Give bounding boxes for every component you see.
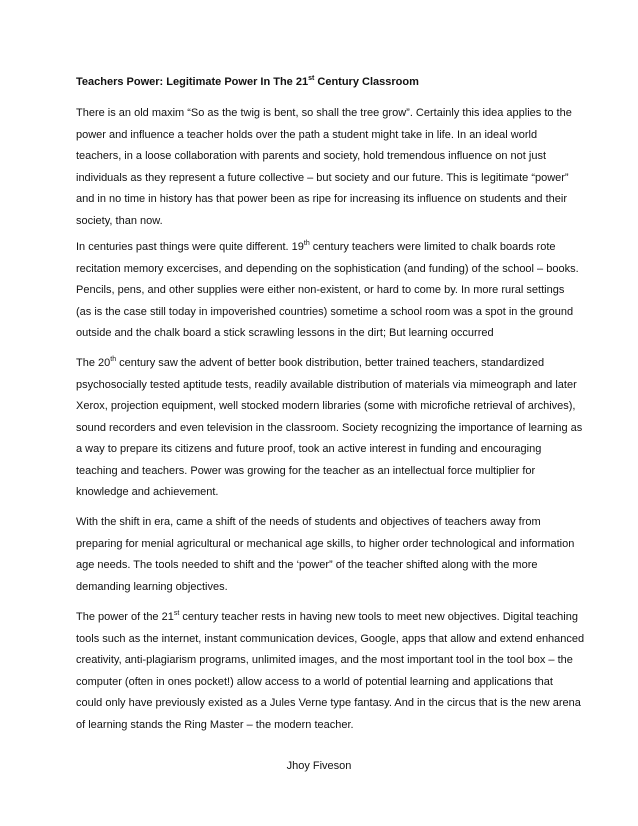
paragraph-line: teachers, in a loose collaboration with parents and society, hold tremendous influence on not just <box>76 150 547 162</box>
paragraph-21st-century <box>76 607 585 736</box>
paragraph-line: and in no time in history has that power been as ripe for increasing its influence on students and their <box>76 193 568 205</box>
paragraph-line: age needs. The tools needed to shift and the ‘power” of the teacher shifted along with the more <box>76 559 538 571</box>
paragraph-twig-maxim <box>76 103 570 232</box>
paragraph-line: (as is the case still today in impoverished countries) sometime a school room was a spot in the ground <box>76 305 574 318</box>
paragraph-line: With the shift in era, came a shift of the needs of students and objectives of teachers away from <box>76 516 541 528</box>
line-text: century teachers were limited to chalk boards rote <box>309 241 556 253</box>
paragraph-line: There is an old maxim “So as the twig is bent, so shall the tree grow”. Certainly this idea applies to the <box>76 107 572 119</box>
paragraph-line: recitation memory excercises, and depending on the sophistication (and funding) of the school – books. <box>76 262 579 275</box>
ordinal-superscript: th <box>303 240 310 247</box>
paragraph-line: Xerox, projection equipment, well stocked modern libraries (some with microfiche retrieval of archives), <box>76 400 576 412</box>
paragraph-line: could only have previously existed as a Jules Verne type fantasy. And in the circus that is the new arena <box>76 697 581 709</box>
paragraph-line <box>76 607 578 629</box>
title-text-start: Teachers Power: Legitimate Power In The 21 <box>76 76 309 88</box>
paragraph-line: tools such as the internet, instant communication devices, Google, apps that allow and extend enhanced <box>76 632 585 645</box>
paragraph-line: creativity, anti-plagiarism programs, unlimited images, and the most important tool in the tool box – the <box>76 654 573 666</box>
title-text-end: Century Classroom <box>314 76 419 88</box>
line-text: century teacher rests in having new tools to meet new objectives. Digital teaching <box>179 611 578 623</box>
ordinal-superscript: th <box>110 356 117 363</box>
document-title <box>76 74 419 90</box>
paragraph-line: outside and the chalk board a stick scrawling lessons in the dirt; But learning occurred <box>76 327 494 339</box>
paragraph-line: power and influence a teacher holds over the path a student might take in life. In an ideal world <box>76 128 538 141</box>
paragraph-line <box>76 353 570 375</box>
line-text: In centuries past things were quite different. 19 <box>76 241 304 253</box>
paragraph-line: psychosocially tested aptitude tests, readily available distribution of materials via mimeograph and later <box>76 378 577 391</box>
paragraph-20th-century <box>76 353 583 504</box>
paragraph-line: individuals as they represent a future collective – but society and our future. This is legitimate “power” <box>76 171 569 184</box>
paragraph-line: sound recorders and even television in the classroom. Society recognizing the importance of learning as <box>76 421 583 434</box>
paragraph-line: demanding learning objectives. <box>76 580 228 593</box>
paragraph-line <box>76 237 570 259</box>
paragraph-line: a way to prepare its citizens and future proof, took an active interest in funding and encouraging <box>76 443 542 455</box>
paragraph-line: teaching and teachers. Power was growing for the teacher as an intellectual force multiplier for <box>76 464 536 477</box>
line-text: century saw the advent of better book distribution, better trained teachers, standardized <box>116 357 545 369</box>
paragraph-line: knowledge and achievement. <box>76 486 219 498</box>
paragraph-era-shift <box>76 512 575 598</box>
line-text: The 20 <box>76 357 111 369</box>
paragraph-line: Pencils, pens, and other supplies were either non-existent, or hard to come by. In more rural settings <box>76 284 565 296</box>
paragraph-line: society, than now. <box>76 214 163 227</box>
paragraph-19th-century <box>76 237 579 345</box>
title-superscript: st <box>308 75 315 82</box>
paragraph-line: preparing for menial agricultural or mechanical age skills, to higher order technological and information <box>76 537 575 550</box>
paragraph-line: of learning stands the Ring Master – the modern teacher. <box>76 718 354 731</box>
paragraph-line: computer (often in ones pocket!) allow access to a world of potential learning and applications that <box>76 675 553 688</box>
author-name: Jhoy Fiveson <box>286 760 352 772</box>
ordinal-superscript: st <box>173 610 180 617</box>
line-text: The power of the 21 <box>76 611 174 623</box>
